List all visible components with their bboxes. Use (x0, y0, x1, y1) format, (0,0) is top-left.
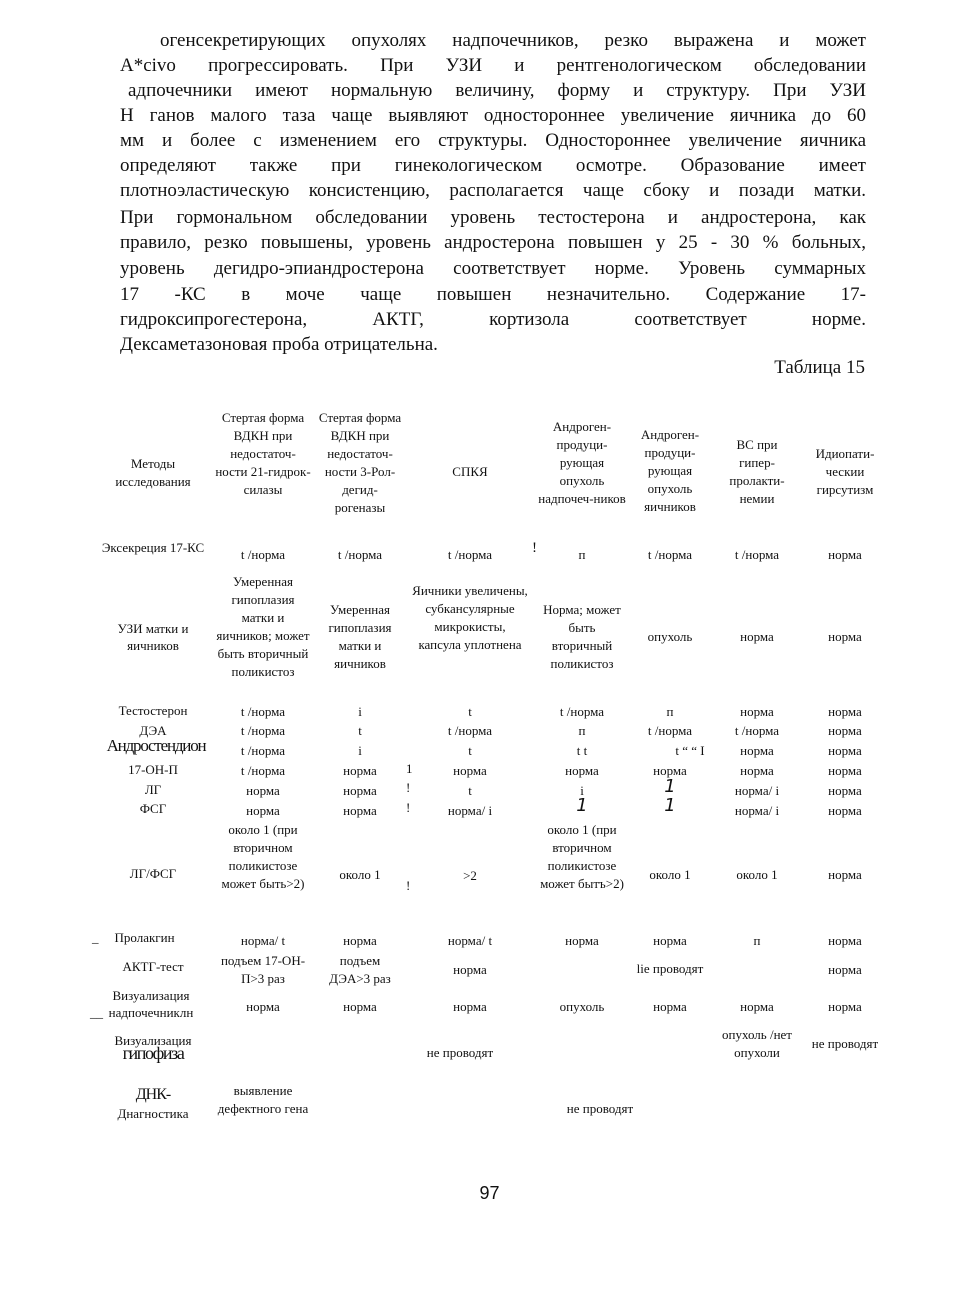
table-cell: п (753, 933, 761, 948)
table-cell: около 1 (при вторичном поликистозе может быть>2) (221, 822, 305, 891)
table-cell: не проводят (566, 1101, 634, 1116)
table-cell: t /норма (447, 547, 493, 562)
table-row-label: ДНК- (135, 1086, 171, 1103)
text-line-1: огенсекретирующих опухолях надпочечников, резко выражена и может (160, 30, 866, 51)
table-row-label: ФСГ (139, 801, 167, 816)
table-row-label: Тестостерон (118, 703, 188, 718)
stray-mark: ! (406, 780, 411, 795)
table-cell: Норма; может быть вторичный поликистоз (543, 602, 621, 671)
table-cell: i (358, 743, 362, 758)
table-row-label: гипофиза (122, 1043, 184, 1063)
table-row-label: Визуализация (114, 1033, 192, 1048)
table-cell: t /норма (240, 723, 286, 738)
table-cell: t “ “ I (675, 743, 705, 758)
header-hyperprolactinemia: ВС при гипер-пролакти-немии (729, 437, 785, 506)
table-cell: норма (653, 763, 687, 778)
table-cell: подъем 17-ОН-П>3 раз (220, 953, 306, 986)
table-cell: норма (653, 999, 687, 1014)
table-cell: норма (740, 763, 774, 778)
text-line-6: определяют также при гинекологическом осмотре. Образование имеет (120, 155, 866, 176)
header-tumor-adrenal: Андроген-продуци-рующая опухоль надпочеч-ников (538, 419, 626, 506)
table-cell: i (358, 704, 362, 719)
table-cell: норма (740, 629, 774, 644)
table-cell: опухоль (647, 629, 693, 644)
table-cell: норма (828, 803, 862, 818)
table-title: Таблица 15 (774, 357, 865, 378)
table-cell: опухоль /нет опухоли (722, 1027, 792, 1060)
table-cell: около 1 (339, 867, 381, 882)
stray-mark: ! (406, 878, 411, 893)
table-cell: норма/ i (734, 783, 780, 798)
table-cell: опухоль (559, 999, 605, 1014)
text-line-12: гидроксипрогестерона, АКТГ, кортизола соответствует норме. (120, 309, 866, 330)
table-cell: норма (828, 723, 862, 738)
text-line-11: 17 -КС в моче чаще повышен незначительно. Содержание 17- (120, 284, 866, 305)
table-cell: t /норма (734, 547, 780, 562)
table-cell: t /норма (559, 704, 605, 719)
table-row-label: Андростендион (106, 736, 206, 755)
table-cell: п (578, 723, 586, 738)
table-cell: подъем ДЭА>3 раз (329, 953, 391, 986)
table-cell: t (468, 704, 472, 719)
table-cell: t /норма (447, 723, 493, 738)
table-cell: норма (828, 933, 862, 948)
table-row-label: Днагностика (117, 1106, 189, 1121)
table-cell: норма (740, 999, 774, 1014)
table-cell: норма/ t (240, 933, 286, 948)
text-line-2: A*civo прогрессировать. При УЗИ и рентгенологическом обследовании (120, 55, 866, 76)
table-cell: t /норма (240, 763, 286, 778)
table-cell: Умеренная гипоплазия матки и яичников; может быть вторичный поликистоз (216, 574, 310, 679)
text-line-10: уровень дегидро-эпиандростерона соответствует норме. Уровень суммарных (120, 258, 866, 279)
table-cell: норма (740, 704, 774, 719)
stray-mark: ! (532, 540, 537, 556)
table-cell: норма (828, 704, 862, 719)
table-cell: норма (828, 743, 862, 758)
stray-mark: 1 (406, 761, 413, 776)
table-cell: t /норма (240, 547, 286, 562)
text-line-13: Дексаметазоновая проба отрицательна. (120, 334, 438, 355)
text-line-5: мм и более с изменением его структуры. Одностороннее увеличение яичника (120, 130, 866, 151)
table-cell: t /норма (647, 547, 693, 562)
table-cell: норма (828, 763, 862, 778)
table-cell: не проводят (811, 1036, 879, 1051)
stray-mark: ! (406, 800, 411, 815)
table-row-label: ЛГ/ФСГ (129, 866, 177, 881)
table-cell: норма (565, 763, 599, 778)
table-cell: около 1 (при вторичном поликистозе может бытъ>2) (540, 822, 624, 891)
table-cell: п (666, 704, 674, 719)
text-line-7: плотноэластическую консистенцию, располагается чаще сбоку и позади матки. (120, 180, 866, 201)
table-cell: t (358, 723, 362, 738)
table-cell: выявление дефектного гена (217, 1083, 309, 1116)
table-cell: норма (828, 629, 862, 644)
table-row-label: ДЭА (139, 723, 167, 738)
table-cell: 1 (576, 795, 588, 816)
table-cell: норма (246, 999, 280, 1014)
header-tumor-ovary: Андроген-продуци-рующая опухоль яичников (640, 427, 700, 514)
table-cell: норма/ t (447, 933, 493, 948)
table-cell: норма/ i (447, 803, 493, 818)
table-cell: норма (453, 763, 487, 778)
table-cell: норма (653, 933, 687, 948)
table-cell: 1 (664, 776, 676, 797)
table-cell: норма (343, 763, 377, 778)
table-cell: >2 (463, 868, 477, 883)
header-vdkn-21: Стертая форма ВДКН при недостаточ-ности 21-гидрок-силазы (215, 410, 311, 497)
table-cell: около 1 (649, 867, 691, 882)
table-cell: норма (740, 743, 774, 758)
header-idiopathic: Идиопати-ческии гирсутизм (815, 446, 875, 497)
table-cell: t /норма (240, 743, 286, 758)
header-spkya: СПКЯ (452, 464, 488, 479)
table-row-label: АКТГ-тест (122, 959, 184, 974)
table-cell: t /норма (647, 723, 693, 738)
table-cell: не проводят (426, 1045, 494, 1060)
table-cell: t (468, 743, 472, 758)
table-row-label: 17-ОН-П (128, 762, 178, 777)
table-cell: норма (453, 962, 487, 977)
table-cell: норма (343, 803, 377, 818)
table-cell: норма (343, 933, 377, 948)
table-cell: t /норма (337, 547, 383, 562)
table-cell: норма (828, 547, 862, 562)
table-row-label: Эксекреция 17-КС (101, 540, 205, 555)
table-cell: норма (343, 783, 377, 798)
table-row-label: _ Пролакгин (92, 930, 175, 945)
table-cell: 1 (664, 795, 676, 816)
table-cell: t t (576, 743, 588, 758)
text-line-4: Н ганов малого таза чаще выявляют одностороннее увеличение яичника до 60 (120, 105, 866, 126)
table-cell: норма (828, 999, 862, 1014)
table-cell: Яичники увеличены, субкансулярные микрокисты, капсула уплотнена (412, 583, 528, 652)
table-cell: lie проводят (636, 961, 704, 976)
table-cell: норма (828, 783, 862, 798)
table-row-label: __ Визуализация надпочечниклн (90, 988, 194, 1020)
table-cell: i (580, 783, 584, 798)
table-cell: норма (246, 783, 280, 798)
text-line-8: При гормональном обследовании уровень тестостерона и андростерона, как (120, 207, 866, 228)
table-cell: норма (828, 962, 862, 977)
table-cell: норма (565, 933, 599, 948)
header-methods: Методы исследования (115, 456, 191, 489)
page-number: 97 (479, 1183, 500, 1203)
table-cell: Умеренная гипоплазия матки и яичников (328, 602, 392, 671)
table-cell: норма (453, 999, 487, 1014)
table-cell: t /норма (240, 704, 286, 719)
table-row-label: ЛГ (144, 782, 162, 797)
text-line-9: правило, резко повышены, уровень андростерона повышен у 25 - 30 % больных, (120, 232, 866, 253)
table-cell: t (468, 783, 472, 798)
table-cell: около 1 (736, 867, 778, 882)
table-row-label: УЗИ матки и яичников (117, 621, 189, 653)
table-cell: норма (343, 999, 377, 1014)
table-cell: норма (828, 867, 862, 882)
table-cell: норма (246, 803, 280, 818)
table-cell: п (578, 547, 586, 562)
header-vdkn-3: Стертая форма ВДКН при недостаточ-ности 3-Рол-дегид-рогеназы (318, 410, 402, 515)
table-cell: норма/ i (734, 803, 780, 818)
text-line-3: адпочечники имеют нормальную величину, форму и структуру. При УЗИ (128, 80, 866, 101)
table-cell: t /норма (734, 723, 780, 738)
